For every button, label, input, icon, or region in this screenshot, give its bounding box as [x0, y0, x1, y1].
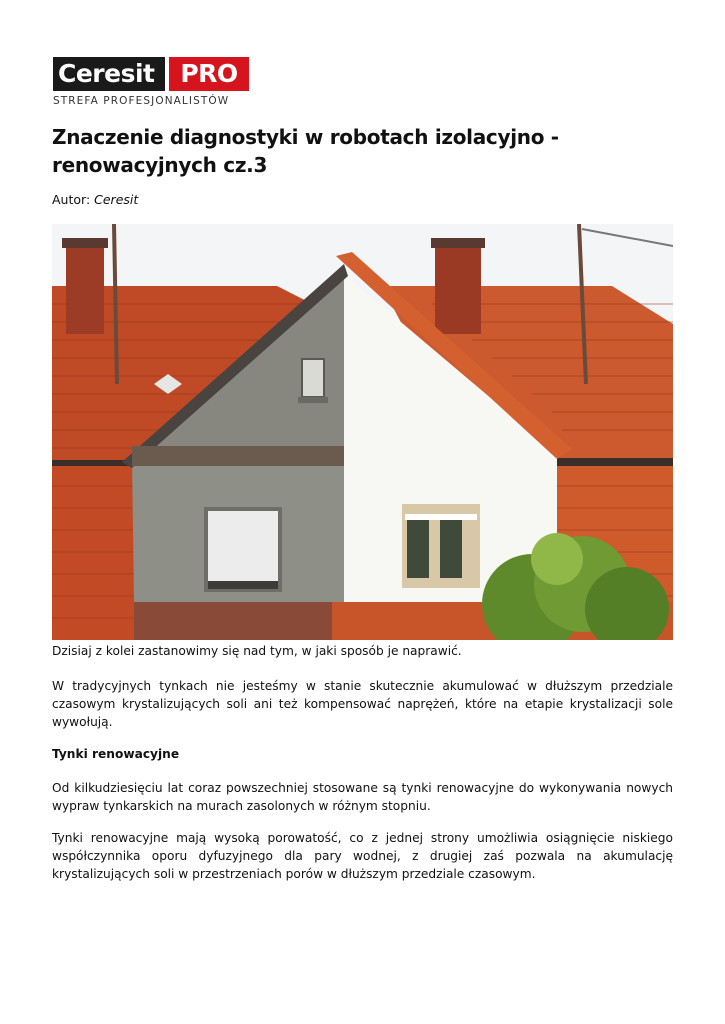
ceresit-pro-logo: [53, 57, 249, 107]
paragraph-3: Tynki renowacyjne mają wysoką porowatość, co z jednej strony umożliwia osiągnięcie niskiego współczynnika oporu dyfuzyjnego dla pary wodnej, z drugiej zaś pozwala na akumulację krystalizujących soli w przestrzeniach porów w dłuższym przedziale czasowym.: [52, 831, 673, 881]
house-photo: [52, 224, 673, 640]
author-name: Ceresit: [94, 192, 139, 207]
paragraph-2: Od kilkudziesięciu lat coraz powszechniej stosowane są tynki renowacyjne do wykonywania nowych wypraw tynkarskich na murach zasolonych w różnym stopniu.: [52, 781, 673, 813]
logo-pro: PRO: [169, 57, 249, 91]
logo-brand: Ceresit: [53, 57, 165, 91]
author-label: Autor:: [52, 192, 91, 207]
section-heading: Tynki renowacyjne: [52, 747, 180, 761]
article-title: Znaczenie diagnostyki w robotach izolacyjno - renowacyjnych cz.3: [52, 125, 559, 177]
logo-tagline: STREFA PROFESJONALISTÓW: [53, 95, 230, 107]
paragraph-1: W tradycyjnych tynkach nie jesteśmy w stanie skutecznie akumulować w dłuższym przedziale czasowym krystalizujących soli ani też kompensować naprężeń, które na etapie krystalizacji sole wywołują.: [52, 679, 673, 729]
image-caption: Dzisiaj z kolei zastanowimy się nad tym, w jaki sposób je naprawić.: [52, 644, 462, 658]
logo-bar: [53, 57, 249, 91]
author-line: [52, 192, 138, 207]
